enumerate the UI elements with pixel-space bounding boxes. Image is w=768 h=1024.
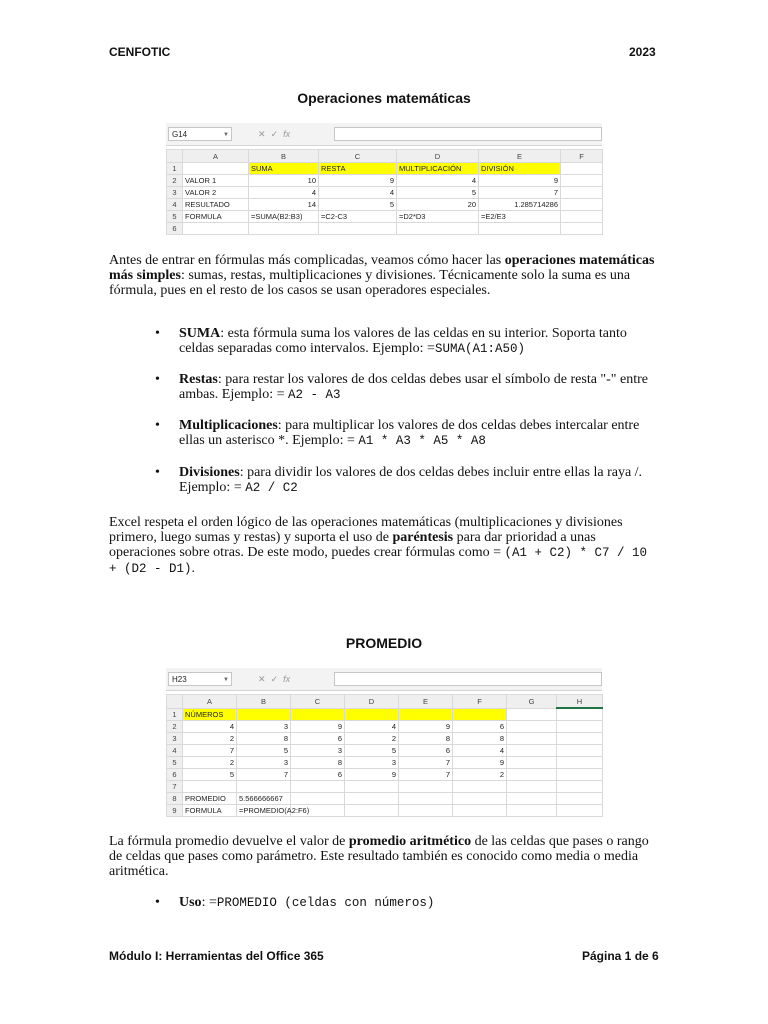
cell: 3: [237, 721, 291, 733]
row-header: 3: [167, 187, 183, 199]
column-header: B: [237, 695, 291, 709]
check-icon: ✓: [270, 129, 279, 139]
cell: 9: [399, 721, 453, 733]
cell: [561, 199, 603, 211]
cancel-icon: ✕: [258, 674, 266, 684]
promedio-paragraph: [109, 834, 659, 879]
cell: 6: [453, 721, 507, 733]
formula-bar: [166, 123, 602, 146]
cell: [561, 211, 603, 223]
cell-reference: H23: [172, 675, 187, 684]
row-header: 6: [167, 769, 183, 781]
row-header: 5: [167, 757, 183, 769]
name-box: [168, 127, 232, 141]
cell: 9: [479, 175, 561, 187]
bullet-code: SUMA(A1:A50): [434, 342, 525, 356]
table-row: [167, 781, 603, 793]
cell: 5: [397, 187, 479, 199]
cell: [557, 721, 603, 733]
promedio-text-1: La fórmula promedio devuelve el valor de: [109, 834, 349, 849]
table-row: [167, 187, 603, 199]
function-icon: fx: [283, 129, 291, 139]
cell: [561, 223, 603, 235]
cell: [399, 793, 453, 805]
cell: =SUMA(B2:B3): [249, 211, 319, 223]
uso-code: PROMEDIO (celdas con números): [216, 896, 435, 910]
cell: 9: [453, 757, 507, 769]
formula-input: [334, 127, 602, 141]
footer-right: Página 1 de 6: [582, 949, 659, 963]
table-row: [167, 793, 603, 805]
cell: [507, 708, 557, 721]
table-row: [167, 757, 603, 769]
cell: 7: [399, 769, 453, 781]
cell: 7: [237, 769, 291, 781]
cell: 3: [291, 745, 345, 757]
table-row: [167, 199, 603, 211]
cell: 4: [183, 721, 237, 733]
bullet-bold: Divisiones: [179, 465, 240, 480]
column-header: C: [319, 150, 397, 163]
cell: [399, 805, 453, 817]
bullet-item: [179, 326, 659, 357]
cell: 7: [399, 757, 453, 769]
table-row: [167, 211, 603, 223]
formula-icons: [258, 127, 290, 141]
cell: [507, 781, 557, 793]
row-header: 3: [167, 733, 183, 745]
table-row: [167, 805, 603, 817]
bullet-dot: •: [155, 465, 160, 480]
cell: FORMULA: [183, 211, 249, 223]
bullet-item: [179, 418, 659, 449]
cell: 9: [345, 769, 399, 781]
cell: 4: [453, 745, 507, 757]
chevron-down-icon: ▼: [223, 677, 229, 683]
cell: [237, 781, 291, 793]
cell: [399, 781, 453, 793]
cell: [557, 793, 603, 805]
cell: =PROMEDIO(A2:F6): [237, 805, 291, 817]
formula-icons: [258, 672, 290, 686]
cell: [507, 793, 557, 805]
corner-cell: [167, 150, 183, 163]
table-row: [167, 745, 603, 757]
cell: [507, 721, 557, 733]
cell: 6: [291, 769, 345, 781]
excel-screenshot-promedio: [166, 668, 602, 824]
spreadsheet-grid: [166, 149, 603, 235]
cell: 3: [345, 757, 399, 769]
spreadsheet-grid: [166, 694, 603, 817]
column-header: F: [561, 150, 603, 163]
column-header-row: [167, 695, 603, 709]
cell: [561, 187, 603, 199]
function-icon: fx: [283, 674, 291, 684]
intro-text-1: Antes de entrar en fórmulas más complicadas, veamos cómo hacer las: [109, 253, 505, 268]
check-icon: ✓: [270, 674, 279, 684]
row-header: 7: [167, 781, 183, 793]
cell: [397, 223, 479, 235]
bullet-text: : para dividir los valores de dos celdas debes incluir entre ellas la raya /. Ejemplo: =: [179, 465, 643, 495]
cell: [291, 793, 345, 805]
cell: [291, 708, 345, 721]
corner-cell: [167, 695, 183, 709]
uso-bold: Uso: [179, 895, 202, 910]
column-header: F: [453, 695, 507, 709]
cell: RESTA: [319, 163, 397, 175]
cell: [557, 769, 603, 781]
cell: [507, 805, 557, 817]
column-header-row: [167, 150, 603, 163]
bullet-item: [179, 372, 659, 403]
cell: [557, 781, 603, 793]
column-header: D: [397, 150, 479, 163]
bullet-text: : para multiplicar los valores de dos celdas debes intercalar entre ellas un asterisco *. Ejemplo: =: [179, 418, 640, 448]
cell: PROMEDIO: [183, 793, 237, 805]
cell: VALOR 1: [183, 175, 249, 187]
table-row: [167, 733, 603, 745]
cell: [507, 733, 557, 745]
cell: 20: [397, 199, 479, 211]
order-text-2: para dar prioridad a unas operaciones sobre otras. De este modo, puedes crear fórmulas como =: [109, 530, 596, 560]
uso-bullet: [179, 895, 659, 911]
bullet-dot: •: [155, 372, 160, 387]
cell: [479, 223, 561, 235]
cell: VALOR 2: [183, 187, 249, 199]
promedio-bold: promedio aritmético: [348, 834, 472, 849]
cell-reference: G14: [172, 130, 188, 139]
chevron-down-icon: ▼: [223, 132, 229, 138]
bullet-code: A1 * A3 * A5 * A8: [358, 434, 486, 448]
cell: =D2*D3: [397, 211, 479, 223]
table-row: [167, 721, 603, 733]
row-header: 9: [167, 805, 183, 817]
order-text-1: Excel respeta el orden lógico de las operaciones matemáticas (multiplicaciones y divisiones primero, luego sumas y restas) y suporta el uso de: [109, 515, 623, 545]
cell: 3: [237, 757, 291, 769]
row-header: 4: [167, 745, 183, 757]
column-header: C: [291, 695, 345, 709]
bullet-code: A2 / C2: [245, 481, 298, 495]
cell: [183, 781, 237, 793]
cell: 9: [319, 175, 397, 187]
section-title-promedio: PROMEDIO: [345, 635, 423, 651]
cell: [557, 745, 603, 757]
cell: MULTIPLICACIÓN: [397, 163, 479, 175]
intro-paragraph: [109, 253, 659, 298]
cell: 8: [237, 733, 291, 745]
table-row: [167, 223, 603, 235]
cell: 8: [291, 757, 345, 769]
cell: [561, 175, 603, 187]
cell: 8: [399, 733, 453, 745]
header-right: 2023: [629, 45, 656, 59]
cell: NÚMEROS: [183, 708, 237, 721]
row-header: 1: [167, 708, 183, 721]
bullet-dot: •: [155, 895, 160, 910]
table-row: [167, 769, 603, 781]
cell: 7: [479, 187, 561, 199]
uso-text: : =: [201, 895, 217, 910]
cell: [237, 708, 291, 721]
row-header: 1: [167, 163, 183, 175]
column-header: E: [399, 695, 453, 709]
cell: [183, 223, 249, 235]
cell: 2: [453, 769, 507, 781]
bullet-bold: Multiplicaciones: [179, 418, 278, 433]
order-bold: paréntesis: [392, 530, 454, 545]
order-code: (A1 + C2) * C7 / 10 + (D2 - D1): [109, 546, 648, 576]
column-header: A: [183, 150, 249, 163]
cell: DIVISIÓN: [479, 163, 561, 175]
cell: [557, 708, 603, 721]
bullet-bold: Restas: [179, 372, 218, 387]
cell: 4: [319, 187, 397, 199]
cancel-icon: ✕: [258, 129, 266, 139]
cell: FORMULA: [183, 805, 237, 817]
table-row: [167, 708, 603, 721]
cell: [453, 805, 507, 817]
cell: [183, 163, 249, 175]
cell: 8: [453, 733, 507, 745]
bullet-dot: •: [155, 326, 160, 341]
footer-left: Módulo I: Herramientas del Office 365: [109, 949, 324, 963]
table-row: [167, 175, 603, 187]
column-header: B: [249, 150, 319, 163]
cell: 6: [399, 745, 453, 757]
cell: =E2/E3: [479, 211, 561, 223]
column-header: H: [557, 695, 603, 709]
cell: 6: [291, 733, 345, 745]
bullet-bold: SUMA: [179, 326, 221, 341]
cell: [453, 708, 507, 721]
formula-bar: [166, 668, 602, 691]
cell: [561, 163, 603, 175]
cell: [507, 745, 557, 757]
formula-input: [334, 672, 602, 686]
intro-text-2: : sumas, restas, multiplicaciones y divisiones. Técnicamente solo la suma es una fórmula, pues en el resto de los casos se usan operadores especiales.: [109, 268, 631, 298]
header-left: CENFOTIC: [109, 45, 171, 59]
row-header: 2: [167, 175, 183, 187]
bullet-code: A2 - A3: [288, 388, 341, 402]
cell: [453, 793, 507, 805]
cell: 4: [345, 721, 399, 733]
cell: [345, 708, 399, 721]
cell: [507, 757, 557, 769]
bullet-dot: •: [155, 418, 160, 433]
row-header: 2: [167, 721, 183, 733]
order-paragraph: [109, 515, 659, 577]
column-header: D: [345, 695, 399, 709]
bullet-item: [179, 465, 659, 496]
promedio-text-2: de las celdas que pases o rango de celdas que pases como parámetro. Este resultado también es conocido como media o media aritmética.: [109, 834, 649, 879]
intro-bold: operaciones matemáticas más simples: [109, 253, 655, 283]
cell: 1.285714286: [479, 199, 561, 211]
excel-screenshot-operaciones: [166, 123, 602, 243]
cell: 5: [345, 745, 399, 757]
column-header: G: [507, 695, 557, 709]
cell: 9: [291, 721, 345, 733]
column-header: E: [479, 150, 561, 163]
section-title-operaciones: Operaciones matemáticas: [297, 90, 471, 106]
cell: 4: [249, 187, 319, 199]
cell: 5: [319, 199, 397, 211]
cell: 5: [183, 769, 237, 781]
bullet-text: : para restar los valores de dos celdas debes usar el símbolo de resta "-" entre ambas. Ejemplo: =: [179, 372, 649, 402]
row-header: 5: [167, 211, 183, 223]
cell: SUMA: [249, 163, 319, 175]
cell: 5: [237, 745, 291, 757]
cell: [557, 757, 603, 769]
cell: [249, 223, 319, 235]
cell: 2: [345, 733, 399, 745]
cell: 5.566666667: [237, 793, 291, 805]
cell: 14: [249, 199, 319, 211]
row-header: 4: [167, 199, 183, 211]
cell: [319, 223, 397, 235]
cell: 2: [183, 757, 237, 769]
cell: [557, 805, 603, 817]
row-header: 6: [167, 223, 183, 235]
table-row: [167, 163, 603, 175]
cell: 7: [183, 745, 237, 757]
column-header: A: [183, 695, 237, 709]
cell: =C2-C3: [319, 211, 397, 223]
cell: 10: [249, 175, 319, 187]
cell: RESULTADO: [183, 199, 249, 211]
cell: [507, 769, 557, 781]
cell: [557, 733, 603, 745]
cell: 2: [183, 733, 237, 745]
cell: [345, 805, 399, 817]
name-box: [168, 672, 232, 686]
cell: [345, 793, 399, 805]
cell: [291, 781, 345, 793]
bullet-text: : esta fórmula suma los valores de las celdas en su interior. Soporta tanto celdas separadas como intervalos. Ejemplo: =: [179, 326, 627, 356]
cell: [399, 708, 453, 721]
row-header: 8: [167, 793, 183, 805]
cell: 4: [397, 175, 479, 187]
order-text-3: .: [191, 561, 196, 576]
cell: [345, 781, 399, 793]
cell: [453, 781, 507, 793]
